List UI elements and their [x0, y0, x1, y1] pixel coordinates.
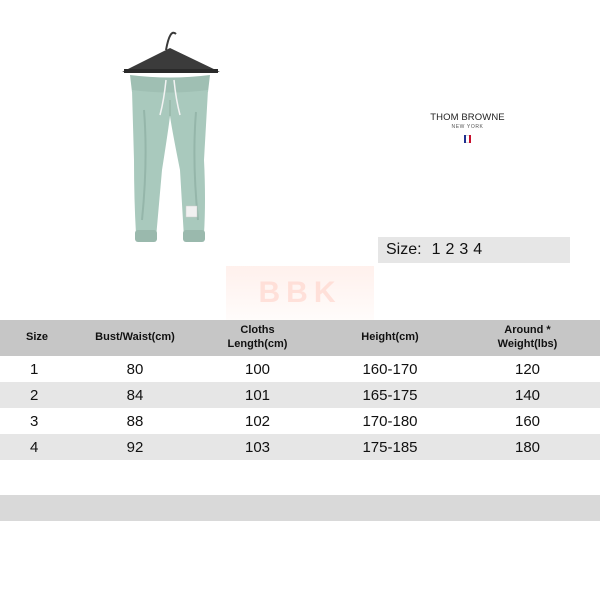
watermark-text: BBK [258, 276, 342, 309]
product-image [100, 20, 240, 255]
cell-height: 165-175 [325, 382, 455, 408]
cell-bust-waist: 80 [126, 360, 144, 378]
cell-height: 170-180 [362, 412, 418, 430]
tricolor-flag-icon [464, 135, 472, 143]
watermark [226, 266, 374, 320]
cell-cloths-length: 103 [190, 434, 325, 460]
cell-size: 2 [0, 382, 80, 408]
cell-height: 175-185 [325, 434, 455, 460]
table-row [0, 382, 600, 408]
cell-weight: 180 [455, 434, 600, 460]
cell-bust-waist: 88 [126, 412, 144, 430]
cell-bust-waist: 92 [80, 434, 190, 460]
cell-size: 1 [30, 360, 39, 378]
header-bust-waist: Bust/Waist(cm) [80, 320, 190, 356]
cell-size: 3 [30, 412, 39, 430]
cell-cloths-length: 101 [190, 382, 325, 408]
size-option: 1 [431, 241, 441, 258]
size-option: 3 [459, 241, 469, 258]
cell-cloths-length: 100 [244, 360, 271, 378]
header-cloths-length: Cloths Length(cm) [190, 320, 325, 356]
hanger-icon [122, 33, 220, 73]
cell-weight: 140 [455, 382, 600, 408]
brand-logo [420, 112, 515, 148]
size-option: 4 [473, 241, 483, 258]
size-chart-table [0, 320, 600, 460]
cell-weight: 160 [514, 412, 541, 430]
size-options-label: Size: [386, 241, 422, 258]
brand-city: NEW YORK [451, 124, 484, 130]
cell-weight: 120 [514, 360, 541, 378]
table-row [0, 408, 600, 434]
size-options-bar [378, 237, 570, 263]
cell-bust-waist: 84 [80, 382, 190, 408]
cell-size: 4 [0, 434, 80, 460]
brand-name: THOM BROWNE [430, 112, 505, 123]
header-height: Height(cm) [325, 320, 455, 356]
footer-band [0, 495, 600, 521]
size-option: 2 [445, 241, 455, 258]
table-row [0, 356, 600, 382]
table-row [0, 434, 600, 460]
table-header-row [0, 320, 600, 356]
header-size: Size [0, 320, 80, 356]
cell-height: 160-170 [362, 360, 418, 378]
header-weight: Around * Weight(lbs) [455, 320, 600, 356]
pants-illustration [100, 20, 240, 255]
cell-cloths-length: 102 [244, 412, 271, 430]
